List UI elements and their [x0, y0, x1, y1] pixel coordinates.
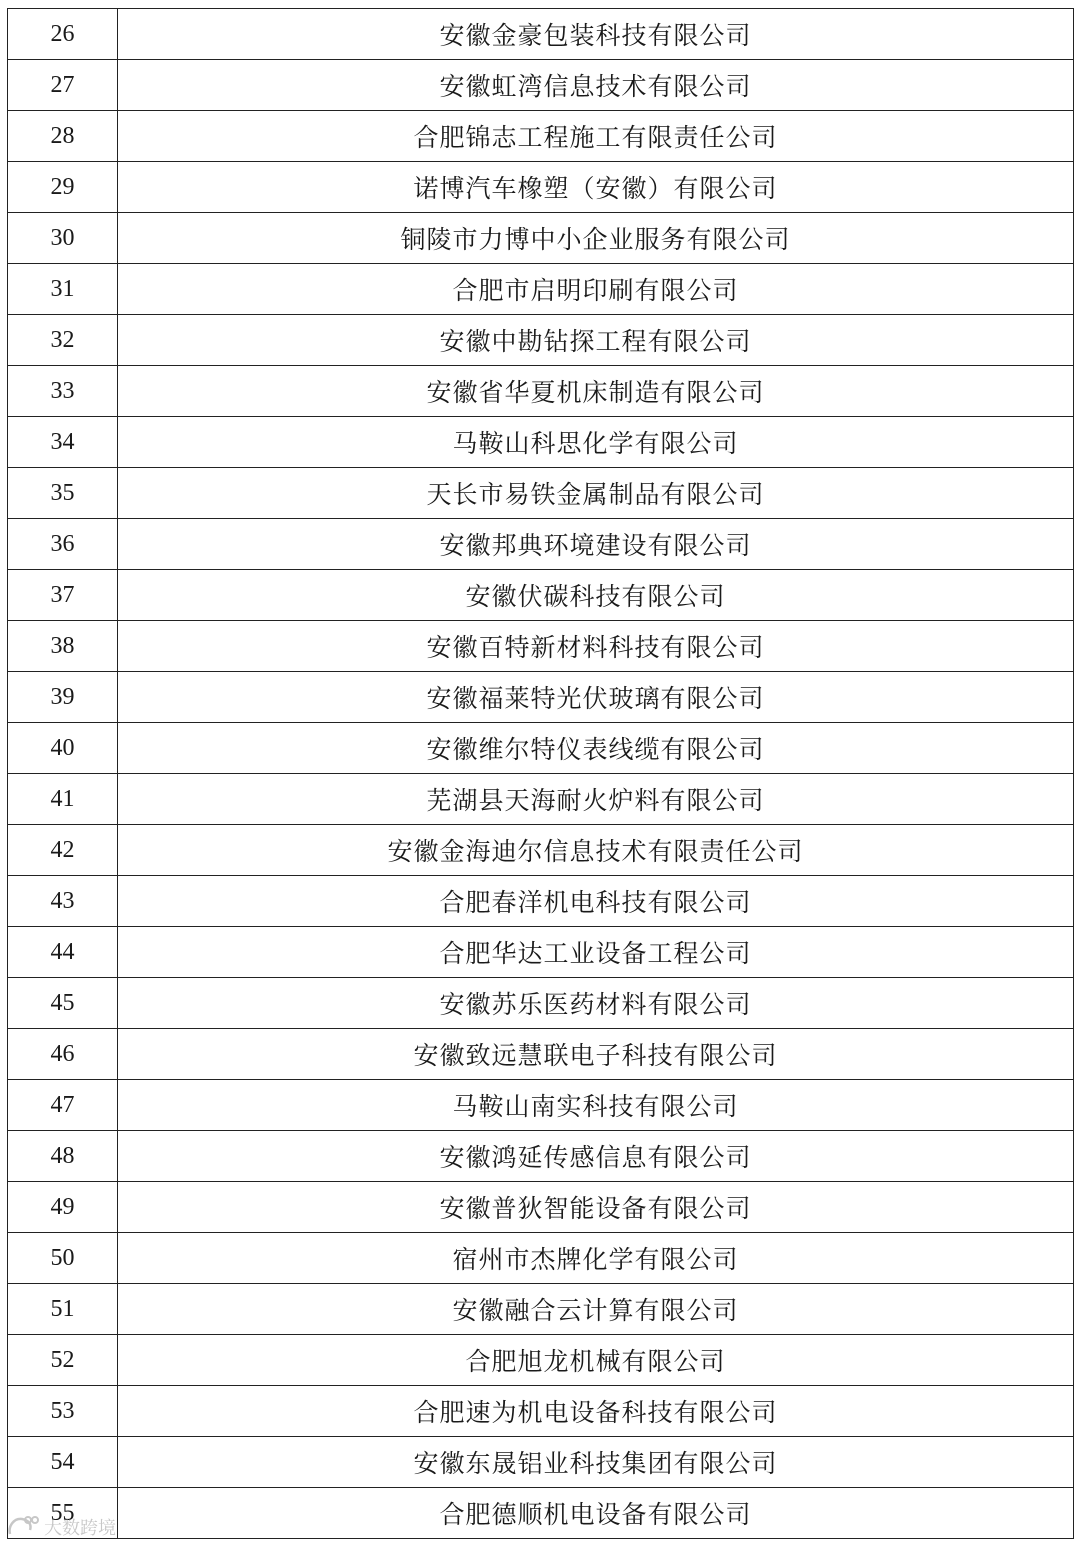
table-row: [8, 1182, 1074, 1233]
table-row: [8, 1386, 1074, 1437]
table-row: [8, 1233, 1074, 1284]
table-row: [8, 672, 1074, 723]
row-number: 29: [8, 162, 118, 213]
table-row: [8, 570, 1074, 621]
watermark-text: 大数跨境: [44, 1518, 116, 1539]
row-number: 52: [8, 1335, 118, 1386]
row-number: 27: [8, 60, 118, 111]
row-number: 39: [8, 672, 118, 723]
table-row: [8, 1335, 1074, 1386]
company-name: 安徽鸿延传感信息有限公司: [118, 1131, 1074, 1182]
table-row: [8, 111, 1074, 162]
row-number: 43: [8, 876, 118, 927]
company-name: 合肥速为机电设备科技有限公司: [118, 1386, 1074, 1437]
company-name: 合肥锦志工程施工有限责任公司: [118, 111, 1074, 162]
table-row: [8, 978, 1074, 1029]
table-row: [8, 366, 1074, 417]
row-number: 41: [8, 774, 118, 825]
table-row: [8, 1488, 1074, 1539]
company-name: 安徽百特新材料科技有限公司: [118, 621, 1074, 672]
company-list-table: [7, 8, 1074, 1539]
company-name: 安徽维尔特仪表线缆有限公司: [118, 723, 1074, 774]
table-row: [8, 723, 1074, 774]
company-name: 安徽中勘钻探工程有限公司: [118, 315, 1074, 366]
row-number: 38: [8, 621, 118, 672]
row-number: 44: [8, 927, 118, 978]
table-row: [8, 1029, 1074, 1080]
row-number: 33: [8, 366, 118, 417]
company-name: 合肥华达工业设备工程公司: [118, 927, 1074, 978]
company-name: 马鞍山南实科技有限公司: [118, 1080, 1074, 1131]
company-name: 芜湖县天海耐火炉料有限公司: [118, 774, 1074, 825]
table-row: [8, 315, 1074, 366]
company-list-body: [8, 9, 1074, 1539]
table-row: [8, 60, 1074, 111]
table-row: [8, 162, 1074, 213]
row-number: 28: [8, 111, 118, 162]
row-number: 53: [8, 1386, 118, 1437]
row-number: 35: [8, 468, 118, 519]
company-name: 安徽伏碳科技有限公司: [118, 570, 1074, 621]
company-name: 合肥旭龙机械有限公司: [118, 1335, 1074, 1386]
table-row: [8, 1131, 1074, 1182]
company-name: 安徽福莱特光伏玻璃有限公司: [118, 672, 1074, 723]
company-list-table-container: [7, 8, 1074, 1539]
row-number: 46: [8, 1029, 118, 1080]
row-number: 47: [8, 1080, 118, 1131]
company-name: 安徽苏乐医药材料有限公司: [118, 978, 1074, 1029]
company-name: 安徽省华夏机床制造有限公司: [118, 366, 1074, 417]
company-name: 安徽金豪包装科技有限公司: [118, 9, 1074, 60]
company-name: 合肥春洋机电科技有限公司: [118, 876, 1074, 927]
table-row: [8, 519, 1074, 570]
company-name: 安徽东晟铝业科技集团有限公司: [118, 1437, 1074, 1488]
company-name: 安徽融合云计算有限公司: [118, 1284, 1074, 1335]
row-number: 51: [8, 1284, 118, 1335]
company-name: 安徽虹湾信息技术有限公司: [118, 60, 1074, 111]
company-name: 安徽普狄智能设备有限公司: [118, 1182, 1074, 1233]
row-number: 50: [8, 1233, 118, 1284]
row-number: 34: [8, 417, 118, 468]
row-number: 30: [8, 213, 118, 264]
row-number: 26: [8, 9, 118, 60]
row-number: 42: [8, 825, 118, 876]
table-row: [8, 927, 1074, 978]
table-row: [8, 825, 1074, 876]
table-row: [8, 264, 1074, 315]
row-number: 48: [8, 1131, 118, 1182]
table-row: [8, 774, 1074, 825]
table-row: [8, 876, 1074, 927]
row-number: 54: [8, 1437, 118, 1488]
company-name: 合肥德顺机电设备有限公司: [118, 1488, 1074, 1539]
company-name: 合肥市启明印刷有限公司: [118, 264, 1074, 315]
table-row: [8, 9, 1074, 60]
row-number: 45: [8, 978, 118, 1029]
company-name: 安徽邦典环境建设有限公司: [118, 519, 1074, 570]
table-row: [8, 1437, 1074, 1488]
company-name: 安徽致远慧联电子科技有限公司: [118, 1029, 1074, 1080]
row-number: 49: [8, 1182, 118, 1233]
table-row: [8, 1080, 1074, 1131]
company-name: 马鞍山科思化学有限公司: [118, 417, 1074, 468]
company-name: 天长市易铁金属制品有限公司: [118, 468, 1074, 519]
table-row: [8, 1284, 1074, 1335]
table-row: [8, 213, 1074, 264]
company-name: 安徽金海迪尔信息技术有限责任公司: [118, 825, 1074, 876]
row-number: 31: [8, 264, 118, 315]
row-number: 32: [8, 315, 118, 366]
company-name: 诺博汽车橡塑（安徽）有限公司: [118, 162, 1074, 213]
table-row: [8, 417, 1074, 468]
table-row: [8, 621, 1074, 672]
row-number: 55: [8, 1488, 118, 1539]
row-number: 36: [8, 519, 118, 570]
row-number: 37: [8, 570, 118, 621]
row-number: 40: [8, 723, 118, 774]
table-row: [8, 468, 1074, 519]
company-name: 铜陵市力博中小企业服务有限公司: [118, 213, 1074, 264]
company-name: 宿州市杰牌化学有限公司: [118, 1233, 1074, 1284]
